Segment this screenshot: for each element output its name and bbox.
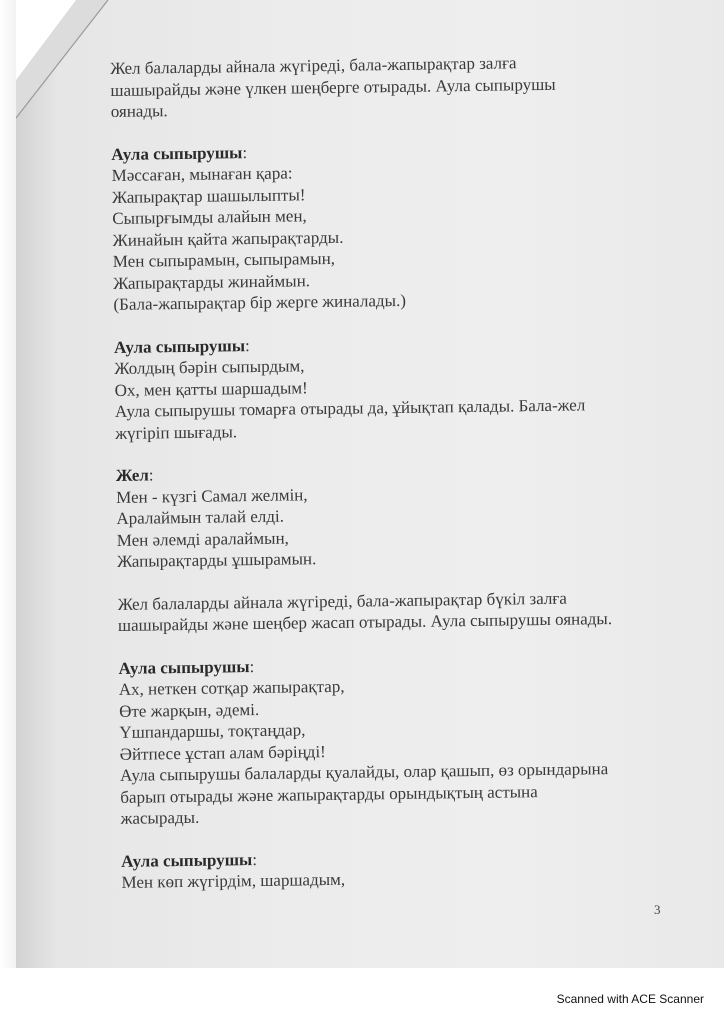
page-number: 3 [654, 902, 661, 917]
paper-sheet [16, 0, 724, 968]
verse-3 [116, 479, 677, 573]
verse-line: Жинайын қайта жапырақтарды. [112, 227, 344, 250]
verse-line: Жолдың бәрін сыпырдым, [114, 356, 305, 378]
stage-direction: Аула сыпырушы балаларды қуалайды, олар қашып, өз орындарына [119, 759, 609, 785]
text-line: Жел балаларды айнала жүгіреді, бала-жапырақтар залға [110, 53, 517, 78]
verse-line: Мен әлемді аралаймын, [116, 528, 289, 550]
verse-line: Үшпандаршы, тоқтаңдар, [119, 720, 306, 742]
stage-direction: жүгіріп шығады. [115, 421, 238, 443]
verse-4 [119, 671, 681, 829]
speaker-heading: Аула сыпырушы: [121, 849, 258, 871]
paragraph-1 [110, 50, 671, 122]
verse-line: Ох, мен қатты шаршадым! [114, 377, 308, 400]
speaker-heading: Аула сыпырушы: [111, 142, 248, 164]
paper-left-edge [0, 0, 16, 968]
text-line: Жел балаларды айнала жүгіреді, бала-жапырақтар бүкіл залға [117, 588, 567, 614]
paragraph-2 [117, 586, 678, 637]
stage-direction: барып отырады және жапырақтарды орындықтың астына [120, 781, 538, 807]
verse-line: Жапырақтарды жинаймын. [113, 270, 311, 293]
verse-line: Мен сыпырамын, сыпырамын, [112, 248, 336, 271]
scanner-watermark: Scanned with ACE Scanner [556, 992, 704, 1006]
stage-direction: жасырады. [120, 807, 200, 828]
verse-line: Жапырақтар шашылыпты! [111, 184, 306, 207]
verse-line: Жапырақтарды ұшырамын. [116, 549, 317, 571]
verse-line: Сыпырғымды алайын мен, [112, 206, 307, 228]
stage-direction: (Бала-жапырақтар бір жерге жиналады.) [113, 290, 407, 314]
stage-direction: Аула сыпырушы томарға отырады да, ұйықтап қалады. Бала-жел [114, 395, 586, 421]
speaker-heading: Жел: [115, 465, 154, 485]
text-line: шашырайды және үлкен шеңберге отырады. Аула сыпырушы [110, 74, 556, 100]
document-text [110, 50, 682, 893]
verse-line: Аралаймын талай елді. [116, 506, 285, 528]
text-line: оянады. [110, 101, 168, 121]
verse-2 [114, 350, 675, 444]
verse-line: Мәссаған, мынаған қара: [111, 163, 293, 185]
verse-line: Өте жарқын, әдемі. [118, 699, 260, 721]
speaker-heading: Аула сыпырушы: [118, 656, 255, 678]
scanner-footer [0, 968, 724, 1024]
speaker-heading: Аула сыпырушы: [113, 335, 250, 357]
verse-1 [111, 157, 673, 315]
verse-line: Ах, неткен сотқар жапырақтар, [118, 676, 345, 699]
verse-line: Әйтпесе ұстап алам бәріңді! [119, 741, 326, 764]
verse-line: Мен көп жүгірдім, шаршадым, [121, 869, 346, 892]
verse-line: Мен - күзгі Самал желмін, [115, 484, 308, 507]
text-line: шашырайды және шеңбер жасап отырады. Аула сыпырушы оянады. [117, 609, 613, 635]
